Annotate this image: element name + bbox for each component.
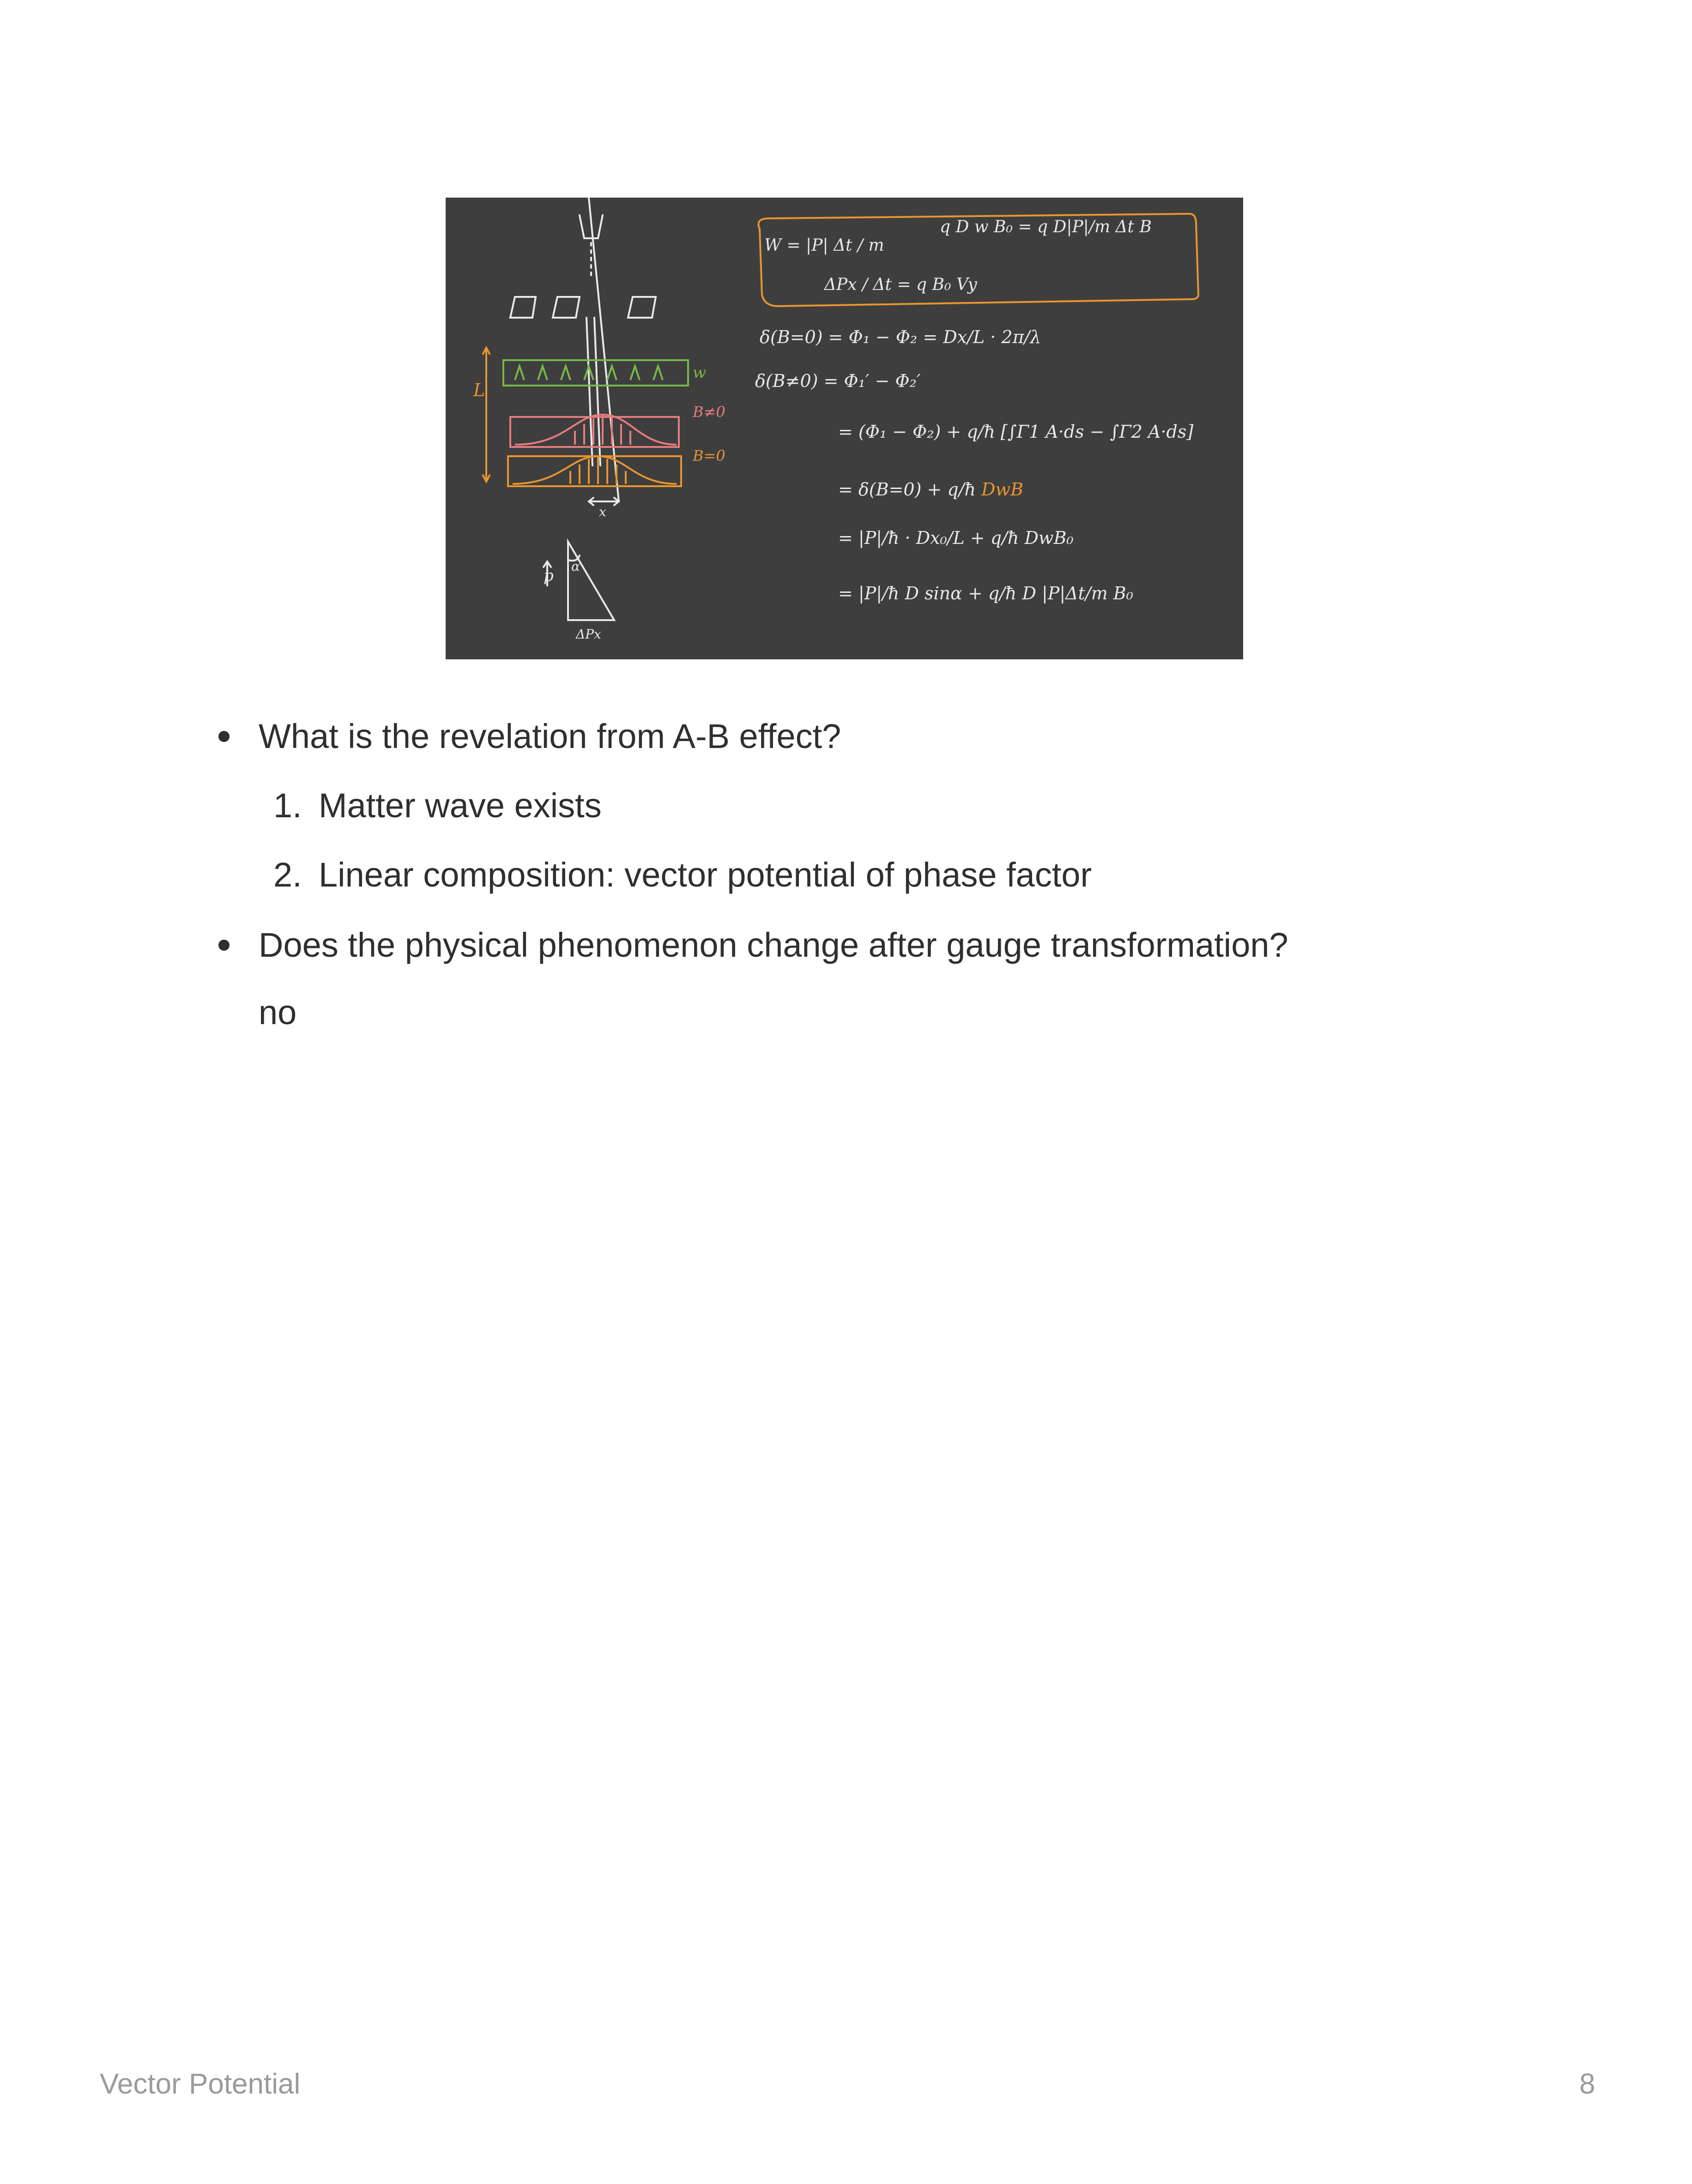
bullet-dot xyxy=(218,731,230,742)
label-alpha: α xyxy=(571,559,580,574)
equation-2: δ(B≠0) = Φ₁′ − Φ₂′ xyxy=(755,371,921,391)
list-item-number: 2. xyxy=(273,856,302,894)
equation-5: = |P|/ħ · Dx₀/L + q/ħ DwB₀ xyxy=(838,528,1074,548)
equation-box2: q D w B₀ = q D|P|/m Δt B xyxy=(940,217,1152,236)
label-b-nonzero: B≠0 xyxy=(693,403,725,421)
label-p: p xyxy=(544,567,554,585)
equation-box1: W = |P| Δt / m xyxy=(764,236,884,255)
bullet-dot xyxy=(218,940,230,951)
equation-6: = |P|/ħ D sinα + q/ħ D |P|Δt/m B₀ xyxy=(838,583,1133,603)
label-L: L xyxy=(473,380,485,400)
question-2: Does the physical phenomenon change after gauge transformation? xyxy=(259,926,1288,964)
answer: no xyxy=(259,993,297,1032)
question-1: What is the revelation from A-B effect? xyxy=(259,717,841,755)
equation-1: δ(B=0) = Φ₁ − Φ₂ = Dx/L · 2π/λ xyxy=(760,327,1041,347)
blackboard-figure xyxy=(446,198,1243,659)
label-w: w xyxy=(693,363,707,382)
page-number: 8 xyxy=(1579,2068,1595,2100)
label-b-zero: B=0 xyxy=(693,447,725,465)
list-item-number: 1. xyxy=(273,786,302,825)
equation-box3: ΔPx / Δt = q B₀ Vy xyxy=(824,275,977,294)
footer-title: Vector Potential xyxy=(100,2068,301,2100)
list-item-text: Matter wave exists xyxy=(319,786,602,825)
label-x: x xyxy=(599,504,606,519)
label-dpx: ΔPx xyxy=(576,627,601,642)
list-item-text: Linear composition: vector potential of phase factor xyxy=(319,856,1092,894)
equation-4: = δ(B=0) + q/ħ DwB xyxy=(838,479,1023,500)
equation-3: = (Φ₁ − Φ₂) + q/ħ [∫Γ1 A·ds − ∫Γ2 A·ds] xyxy=(838,422,1194,442)
